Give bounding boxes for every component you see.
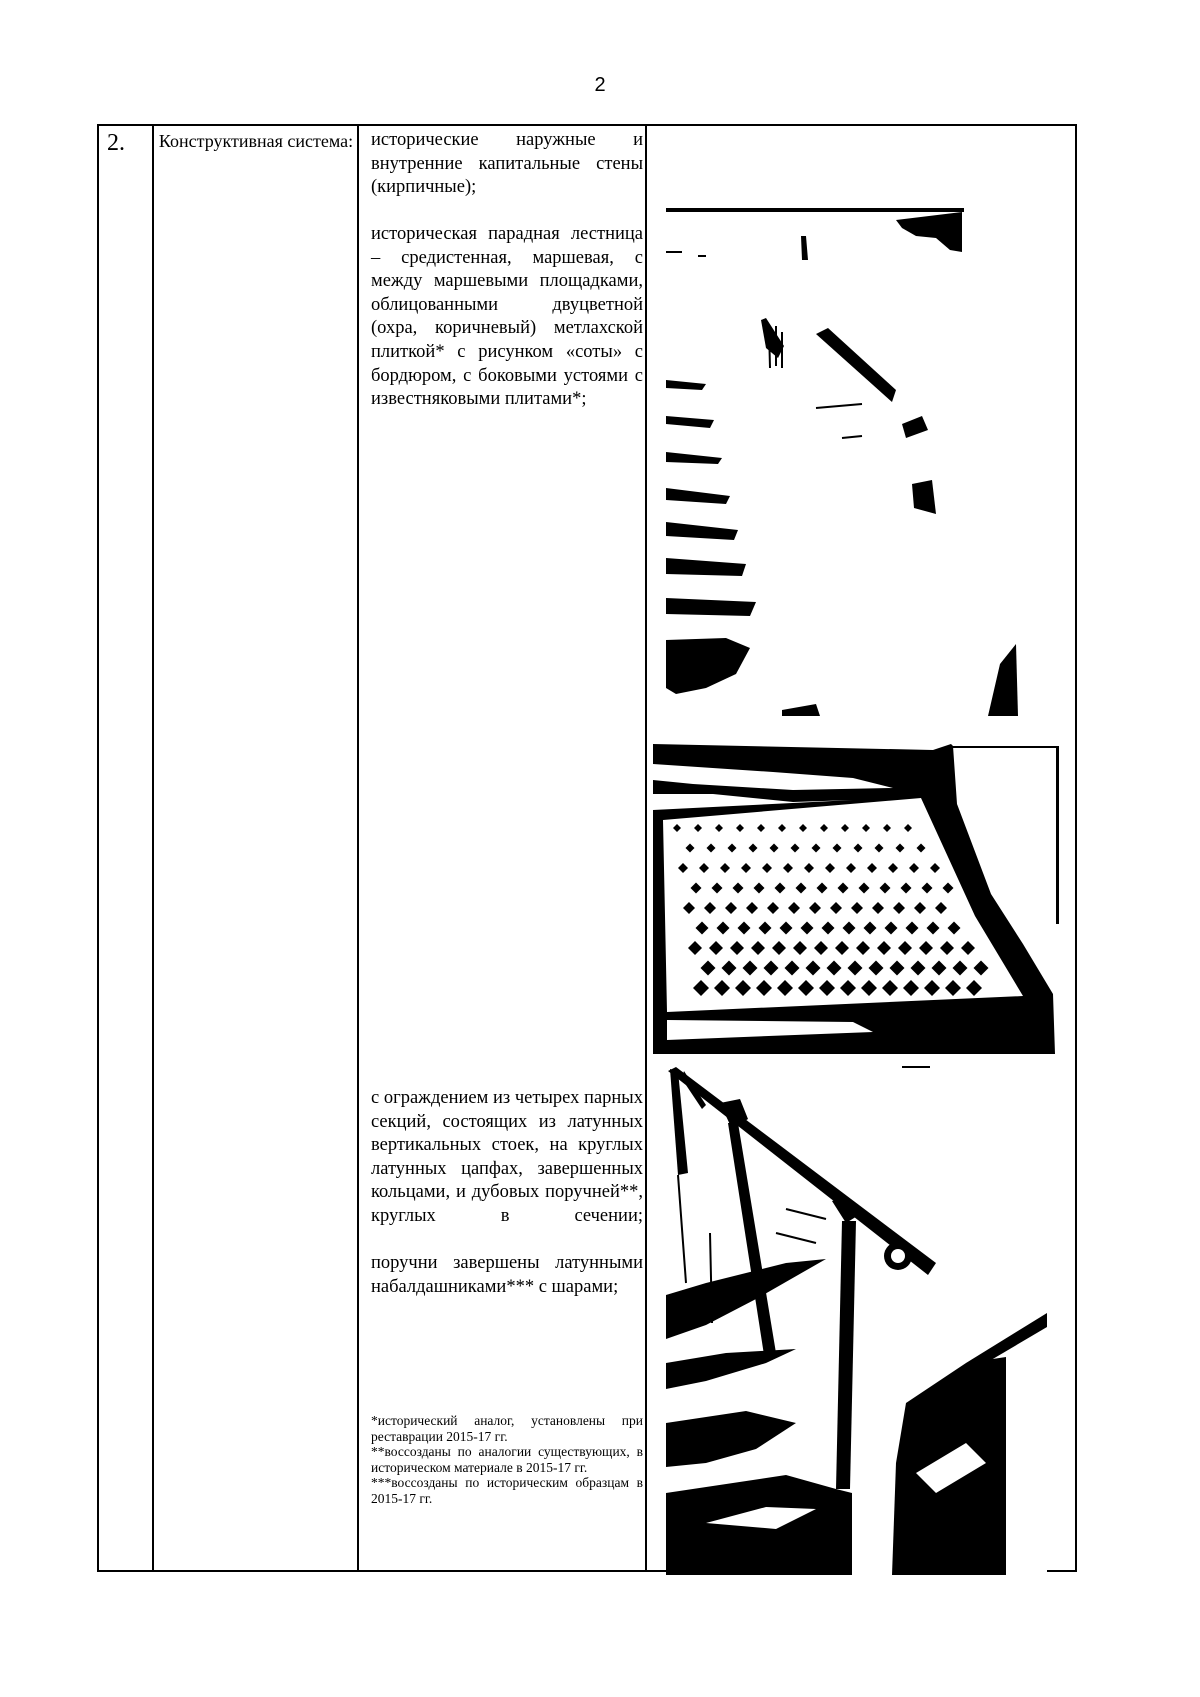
column-divider — [152, 126, 154, 1570]
row-category: Конструктивная система: — [158, 131, 354, 151]
handrail-description: поручни завершены латунными набалдашниками*** с шарами; — [371, 1253, 643, 1297]
staircase-image — [666, 208, 1047, 716]
railing-photo — [666, 1063, 1047, 1575]
floor-tile-photo — [653, 744, 1060, 1054]
heritage-table — [97, 124, 1077, 1572]
footnote: **воссозданы по аналогии существующих, в историческом материале в 2015-17 гг. — [371, 1444, 643, 1475]
footnote: ***воссозданы по историческим образцам в 2015-17 гг. — [371, 1475, 643, 1506]
page-number: 2 — [594, 74, 606, 96]
railing-image — [666, 1063, 1047, 1575]
row-number: 2. — [107, 130, 125, 156]
railing-description: с ограждением из четырех парных секций, состоящих из латунных вертикальных стоек, на круглых латунных цапфах, завершенных кольцами, и дубовых поручней**, круглых в сечении; — [371, 1088, 643, 1226]
column-divider — [357, 126, 359, 1570]
tile-pattern-image — [653, 744, 1060, 1054]
staircase-description: историческая парадная лестница – средистенная, маршевая, с между маршевыми площадками, облицованными двуцветной (охра, коричневый) метлахской плиткой* с рисунком «соты» с бордюром, с боковыми устоями с известняковыми плитами*; — [371, 224, 643, 410]
column-divider — [645, 126, 647, 1570]
walls-description: исторические наружные и внутренние капитальные стены (кирпичные); — [371, 130, 643, 198]
footnote: *исторический аналог, установлены при реставрации 2015-17 гг. — [371, 1413, 643, 1444]
footnotes — [371, 1413, 643, 1507]
staircase-photo — [666, 208, 1047, 716]
